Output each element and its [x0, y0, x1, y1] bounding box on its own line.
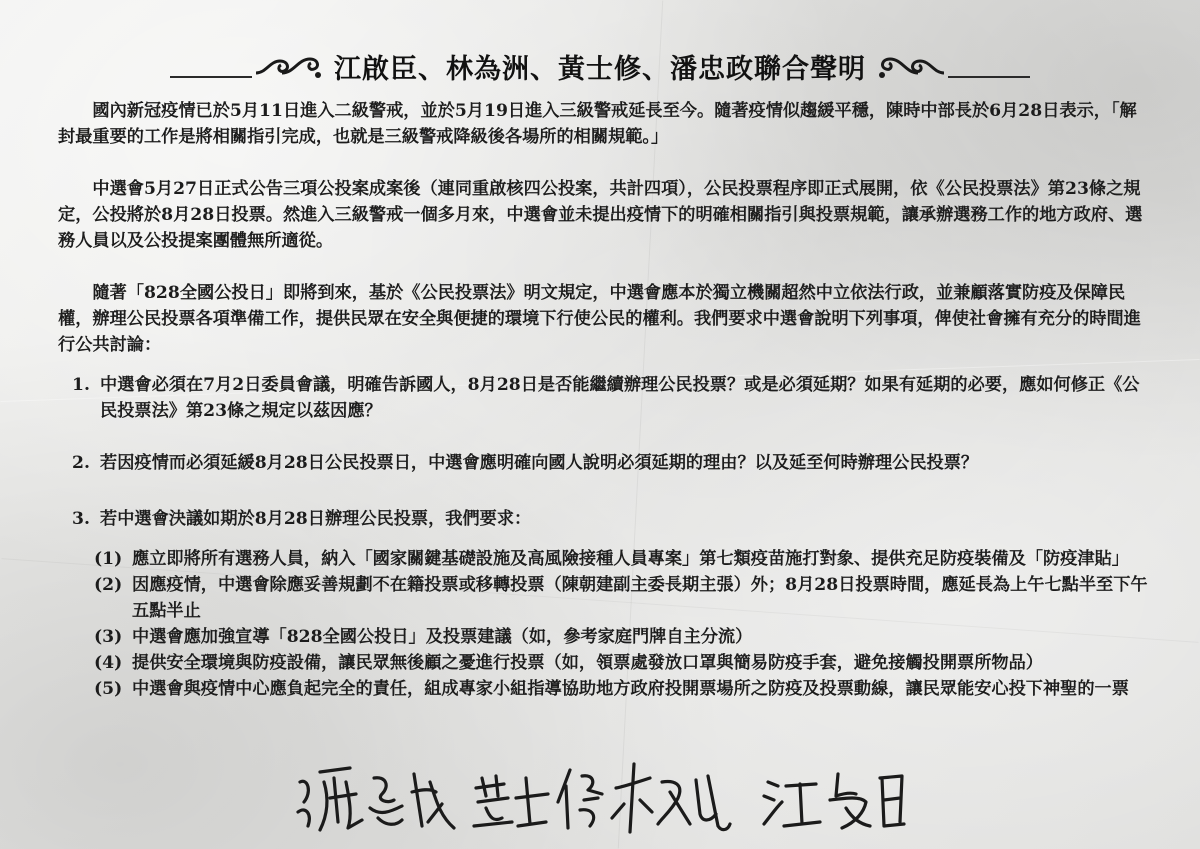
- ornament-left-icon: [252, 51, 322, 81]
- sub-list-text: 中選會應加強宣導「828全國公投日」及投票建議（如，參考家庭門牌自主分流）: [132, 627, 753, 647]
- signature-2: [474, 770, 602, 828]
- ornament-right-icon: [878, 51, 948, 81]
- sub-list-text: 提供安全環境與防疫設備，讓民眾無後顧之憂進行投票（如，領票處發放口罩與簡易防疫手套，避免接觸投開票所物品）: [132, 653, 1043, 673]
- page-title: 江啟臣、林為洲、黃士修、潘忠政聯合聲明: [334, 53, 866, 85]
- sub-list-number: (2): [94, 575, 123, 595]
- list-item: [72, 372, 1148, 424]
- sub-list-number: (5): [94, 679, 123, 699]
- signature-4: [764, 774, 904, 828]
- sub-list-item: [94, 676, 1148, 702]
- paragraph-2: 中選會5月27日正式公告三項公投案成案後（連同重啟核四公投案，共計四項），公民投票程序即正式展開，依《公民投票法》第23條之規定，公投將於8月28日投票。然進入三級警戒一個多月來，中選會並未提出疫情下的明確相關指引與投票規範，讓承辦選務工作的地方政府、選務人員以及公投提案團體無所適從。: [58, 179, 1143, 251]
- sub-list-text: 因應疫情，中選會除應妥善規劃不在籍投票或移轉投票（陳朝建副主委長期主張）外；8月28日投票時間，應延長為上午七點半至下午五點半止: [132, 575, 1148, 621]
- list-text: 中選會必須在7月2日委員會議，明確告訴國人，8月28日是否能繼續辦理公民投票？或是必須延期？如果有延期的必要，應如何修正《公民投票法》第23條之規定以茲因應？: [100, 375, 1140, 421]
- sub-list-item: [94, 546, 1148, 572]
- statement-body: [58, 98, 1148, 702]
- sub-list-number: (1): [94, 549, 123, 569]
- list-number: 1.: [72, 375, 90, 395]
- sub-list-text: 中選會與疫情中心應負起完全的責任，組成專家小組指導協助地方政府投開票場所之防疫及投票動線，讓民眾能安心投下神聖的一票: [132, 679, 1129, 699]
- title-rule-left: [170, 76, 252, 78]
- signature-3: [612, 764, 730, 832]
- list-text: 若因疫情而必須延緩8月28日公民投票日，中選會應明確向國人說明必須延期的理由？以及延至何時辦理公民投票？: [100, 453, 979, 473]
- list-number: 3.: [72, 509, 90, 529]
- list-item: [72, 450, 1148, 476]
- signatures: [290, 752, 910, 842]
- sub-list-item: [94, 650, 1148, 676]
- sub-list-number: (4): [94, 653, 123, 673]
- sub-list-number: (3): [94, 627, 123, 647]
- sub-list-text: 應立即將所有選務人員，納入「國家關鍵基礎設施及高風險接種人員專案」第七類疫苗施打對象、提供充足防疫裝備及「防疫津貼」: [132, 549, 1129, 569]
- paragraph-1: 國內新冠疫情已於5月11日進入二級警戒，並於5月19日進入三級警戒延長至今。隨著疫情似趨緩平穩，陳時中部長於6月28日表示，「解封最重要的工作是將相關指引完成，也就是三級警戒降級後各場所的相關規範。」: [58, 101, 1137, 147]
- paragraph-3: 隨著「828全國公投日」即將到來，基於《公民投票法》明文規定，中選會應本於獨立機關超然中立依法行政，並兼顧落實防疫及保障民權，辦理公民投票各項準備工作，提供民眾在安全與便捷的環境下行使公民的權利。我們要求中選會說明下列事項，俾使社會擁有充分的時間進行公共討論：: [58, 283, 1141, 355]
- title-rule-right: [948, 76, 1030, 78]
- title-row: [170, 44, 1030, 88]
- sub-list-item: [94, 572, 1148, 624]
- list-text: 若中選會決議如期於8月28日辦理公民投票，我們要求：: [100, 509, 532, 529]
- sub-list-item: [94, 624, 1148, 650]
- handwritten-signatures: [290, 752, 910, 842]
- list-number: 2.: [72, 453, 90, 473]
- list-item: [72, 506, 1148, 532]
- signature-1: [298, 768, 454, 830]
